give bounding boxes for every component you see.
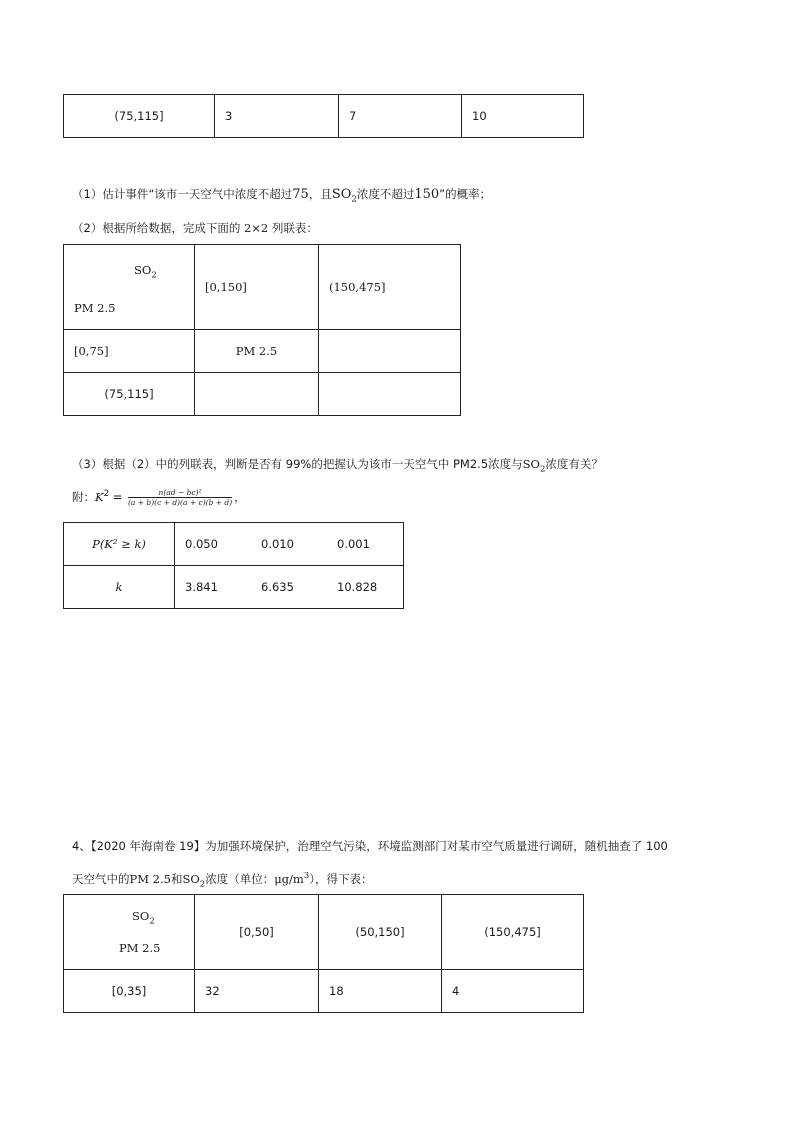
p-label: P(K² ≥ k) bbox=[64, 523, 175, 566]
col-header: (50,150] bbox=[319, 895, 442, 970]
q4-text: 天空气中的 bbox=[72, 872, 130, 886]
k-value: 3.841 bbox=[175, 566, 252, 609]
question-1 bbox=[72, 186, 491, 205]
q4-text: 浓度（单位： bbox=[205, 872, 275, 886]
so2-formula: $SO_2$ bbox=[331, 187, 357, 205]
table-cell: 32 bbox=[195, 970, 319, 1013]
k-label: k bbox=[64, 566, 175, 609]
p-value: 0.050 bbox=[175, 523, 252, 566]
col-header: [0,150] bbox=[195, 245, 319, 330]
q2-text: （2）根据所给数据，完成下面的 bbox=[72, 221, 241, 235]
table-cell: PM 2.5 bbox=[195, 330, 319, 373]
formula-denominator: (a + b)(c + d)(a + c)(b + d) bbox=[127, 498, 233, 507]
row-label: [0,75] bbox=[64, 330, 195, 373]
p-value: 0.001 bbox=[327, 523, 404, 566]
table-cell: 4 bbox=[442, 970, 584, 1013]
row-label: (75,115] bbox=[64, 373, 195, 416]
table-cell: 10 bbox=[462, 95, 584, 138]
question-4-line-1: 4、【2020 年海南卷 19】为加强环境保护，治理空气污染，环境监测部门对某市空气质量进行调研，随机抽查了 100 bbox=[72, 839, 668, 853]
k-squared-formula bbox=[72, 488, 246, 507]
table-cell bbox=[319, 330, 461, 373]
q1-text: 浓度不超过 bbox=[356, 187, 415, 201]
col-header: (150,475] bbox=[319, 245, 461, 330]
q1-text: ，且 bbox=[308, 187, 332, 201]
table-cell: 3 bbox=[215, 95, 339, 138]
formula-numerator: n(ad − bc)² bbox=[128, 488, 232, 498]
header-corner bbox=[64, 245, 195, 330]
table-cell bbox=[195, 373, 319, 416]
q1-number: 75 bbox=[292, 187, 309, 202]
q1-number: 150 bbox=[414, 187, 440, 202]
col-header: (150,475] bbox=[442, 895, 584, 970]
q3-text: （3）根据（2）中的列联表，判断是否有 99%的把握认为该市一天空气中 PM2.5浓度与 bbox=[72, 457, 523, 471]
formula-fraction bbox=[128, 488, 232, 507]
q2-text: 列联表： bbox=[271, 221, 318, 235]
q1-text: ”的概率； bbox=[439, 187, 492, 201]
header-so2: $SO_2$ bbox=[134, 263, 157, 281]
row-label: [0,35] bbox=[64, 970, 195, 1013]
table-cell bbox=[319, 373, 461, 416]
table-air-quality bbox=[63, 894, 584, 1013]
so2-formula: $SO_2$ bbox=[182, 872, 206, 890]
header-corner bbox=[64, 895, 195, 970]
q3-text: 浓度有关？ bbox=[545, 457, 603, 471]
q2-expr: 2×2 bbox=[243, 221, 269, 235]
formula-sup: 2 bbox=[103, 489, 110, 500]
q4-pm25: PM 2.5 bbox=[129, 872, 171, 886]
question-3 bbox=[72, 456, 603, 474]
q4-text: 和 bbox=[170, 872, 183, 886]
table-continuation bbox=[63, 94, 584, 138]
k-value: 6.635 bbox=[251, 566, 327, 609]
so2-formula: $SO_2$ bbox=[522, 457, 546, 475]
table-cell: 7 bbox=[339, 95, 462, 138]
q4-text: ），得下表： bbox=[309, 872, 373, 886]
p-value: 0.010 bbox=[251, 523, 327, 566]
header-pm25: PM 2.5 bbox=[74, 301, 116, 315]
k-value: 10.828 bbox=[327, 566, 404, 609]
question-2 bbox=[72, 220, 318, 236]
critical-value-table bbox=[63, 522, 404, 609]
formula-prefix: 附： bbox=[72, 490, 95, 504]
header-pm25: PM 2.5 bbox=[119, 941, 161, 955]
formula-suffix: ， bbox=[234, 490, 246, 504]
unit: $\mu g/m^3$ bbox=[274, 871, 310, 886]
q1-text: （1）估计事件“该市一天空气中浓度不超过 bbox=[72, 187, 293, 201]
row-label: (75,115] bbox=[64, 95, 215, 138]
table-cell: 18 bbox=[319, 970, 442, 1013]
formula-eq: = bbox=[109, 490, 126, 504]
formula-lhs: K bbox=[95, 490, 104, 504]
contingency-table bbox=[63, 244, 461, 416]
header-so2: $SO_2$ bbox=[132, 909, 155, 927]
question-4-line-2 bbox=[72, 871, 373, 889]
col-header: [0,50] bbox=[195, 895, 319, 970]
